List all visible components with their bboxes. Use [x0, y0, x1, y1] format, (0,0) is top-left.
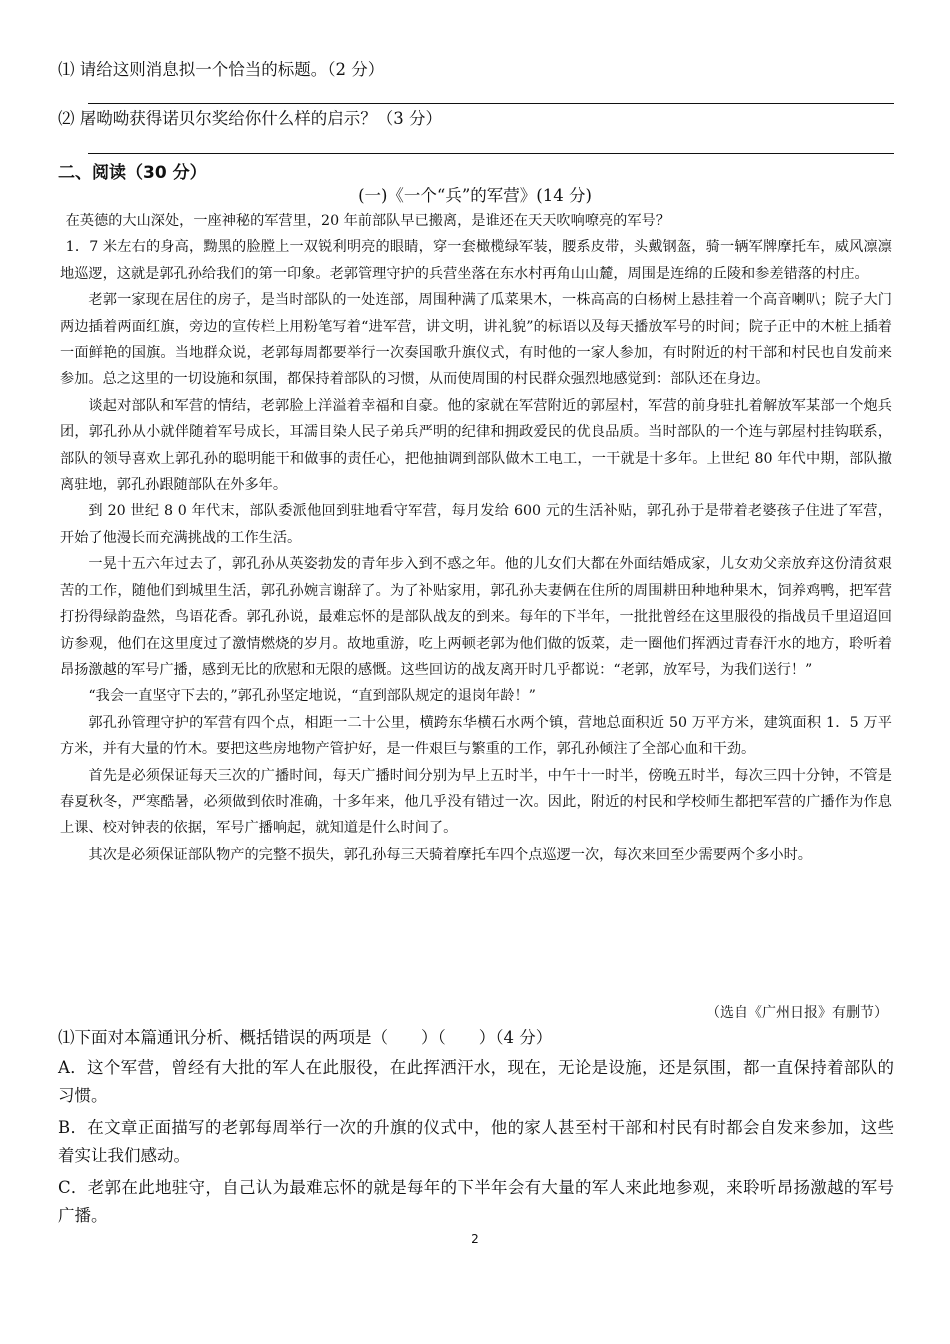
article-paragraph: 郭孔孙管理守护的军营有四个点，相距一二十公里，横跨东华横石水两个镇，营地总面积近 50 万平方米，建筑面积 1．5 万平方米，并有大量的竹木。要把这些房地物产管护好，是一件艰巨与繁重的工作，郭孔孙倾注了全部心血和干劲。: [60, 714, 892, 758]
question-2-number: ⑵: [58, 109, 75, 128]
question-2-text: 屠呦呦获得诺贝尔奖给你什么样的启示？（3 分）: [79, 109, 442, 128]
article-paragraph: 首先是必须保证每天三次的广播时间，每天广播时间分别为早上五时半，中午十一时半，傍晚五时半，每次三四十分钟，不管是春夏秋冬，严寒酷暑，必须做到依时准确，十多年来，他几乎没有错过一次。因此，附近的村民和学校师生都把军营的广播作为作息上课、校对钟表的依据，军号广播响起，就知道是什么时间了。: [60, 767, 892, 837]
section-title: 二、阅读（30 分）: [58, 163, 207, 183]
question-2: [58, 107, 442, 131]
option-a: A．这个军营，曾经有大批的军人在此服役，在此挥洒汗水，现在，无论是设施，还是氛围，都一直保持着部队的习惯。: [58, 1058, 894, 1105]
article-body: [60, 208, 892, 868]
multiple-choice-question: ⑴下面对本篇通讯分析、概括错误的两项是（ ）（ ）（4 分）: [58, 1028, 553, 1047]
article-title: (一)《一个“兵”的军营》(14 分): [358, 186, 592, 205]
question-1: [58, 58, 384, 82]
article-paragraph: 一晃十五六年过去了，郭孔孙从英姿勃发的青年步入到不惑之年。他的儿女们大都在外面结婚成家，儿女劝父亲放弃这份清贫艰苦的工作，随他们到城里生活，郭孔孙婉言谢辞了。为了补贴家用，郭孔孙夫妻俩在住所的周围耕田种地种果木，饲养鸡鸭，把军营打扮得绿韵盎然，鸟语花香。郭孔孙说，最难忘怀的是部队战友的到来。每年的下半年，一批批曾经在这里服役的指战员千里迢迢回访参观，他们在这里度过了激情燃烧的岁月。故地重游，吃上两顿老郭为他们做的饭菜，走一圈他们挥洒过青春汗水的地方，聆听着昂扬激越的军号广播，感到无比的欣慰和无限的感慨。这些回访的战友离开时几乎都说：“老郭，放军号，为我们送行！”: [60, 556, 892, 678]
page-number: 2: [471, 1232, 479, 1246]
article-paragraph: 谈起对部队和军营的情结，老郭脸上洋溢着幸福和自豪。他的家就在军营附近的郭屋村，军营的前身驻扎着解放军某部一个炮兵团，郭孔孙从小就伴随着军号成长，耳濡目染人民子弟兵严明的纪律和拥政爱民的优良品质。当时部队的一个连与郭屋村挂钩联系，部队的领导喜欢上郭孔孙的聪明能干和做事的责任心，把他抽调到部队做木工电工，一干就是十多年。上世纪 80 年代中期，部队撤离驻地，郭孔孙跟随部队在外多年。: [60, 397, 892, 494]
article-paragraph: 在英德的大山深处，一座神秘的军营里，20 年前部队早已搬离，是谁还在天天吹响嘹亮的军号？: [65, 213, 670, 229]
article-source: （选自《广州日报》有删节）: [706, 1005, 888, 1021]
question-1-text: 请给这则消息拟一个恰当的标题。（2 分）: [79, 60, 385, 79]
option-b: B．在文章正面描写的老郭每周举行一次的升旗的仪式中，他的家人甚至村干部和村民有时都会自发来参加，这些着实让我们感动。: [58, 1118, 894, 1165]
question-1-number: ⑴: [58, 60, 75, 79]
multiple-choice-options: [58, 1054, 894, 1234]
article-paragraph: 到 20 世纪 8 0 年代末，部队委派他回到驻地看守军营，每月发给 600 元的生活补贴，郭孔孙于是带着老婆孩子住进了军营，开始了他漫长而充满挑战的工作生活。: [60, 503, 892, 546]
article-paragraph: 其次是必须保证部队物产的完整不损失，郭孔孙每三天骑着摩托车四个点巡逻一次，每次来回至少需要两个多小时。: [88, 846, 812, 863]
article-paragraph: 老郭一家现在居住的房子，是当时部队的一处连部，周围种满了瓜菜果木，一株高高的白杨树上悬挂着一个高音喇叭；院子大门两边插着两面红旗，旁边的宣传栏上用粉笔写着“进军营，讲文明，讲礼貌”的标语以及每天播放军号的时间；院子正中的木桩上插着一面鲜艳的国旗。当地群众说，老郭每周都要举行一次奏国歌升旗仪式，有时他的一家人参加，有时附近的村干部和村民也自发前来参加。总之这里的一切设施和氛围，都保持着部队的习惯，从而使周围的村民群众强烈地感觉到：部队还在身边。: [60, 292, 892, 388]
option-c: C．老郭在此地驻守，自己认为最难忘怀的就是每年的下半年会有大量的军人来此地参观，来聆听昂扬激越的军号广播。: [58, 1178, 894, 1225]
answer-line-2: [88, 153, 894, 154]
article-paragraph: 1．7 米左右的身高，黝黑的脸膛上一双锐利明亮的眼睛，穿一套橄榄绿军装，腰系皮带，头戴钢盔，骑一辆军牌摩托车，威风凛凛地巡逻，这就是郭孔孙给我们的第一印象。老郭管理守护的兵营坐落在东水村再角山山麓，周围是连绵的丘陵和参差错落的村庄。: [60, 239, 892, 282]
article-paragraph: “我会一直坚守下去的，”郭孔孙坚定地说，“直到部队规定的退岗年龄！”: [88, 688, 536, 705]
answer-line-1: [88, 103, 894, 104]
